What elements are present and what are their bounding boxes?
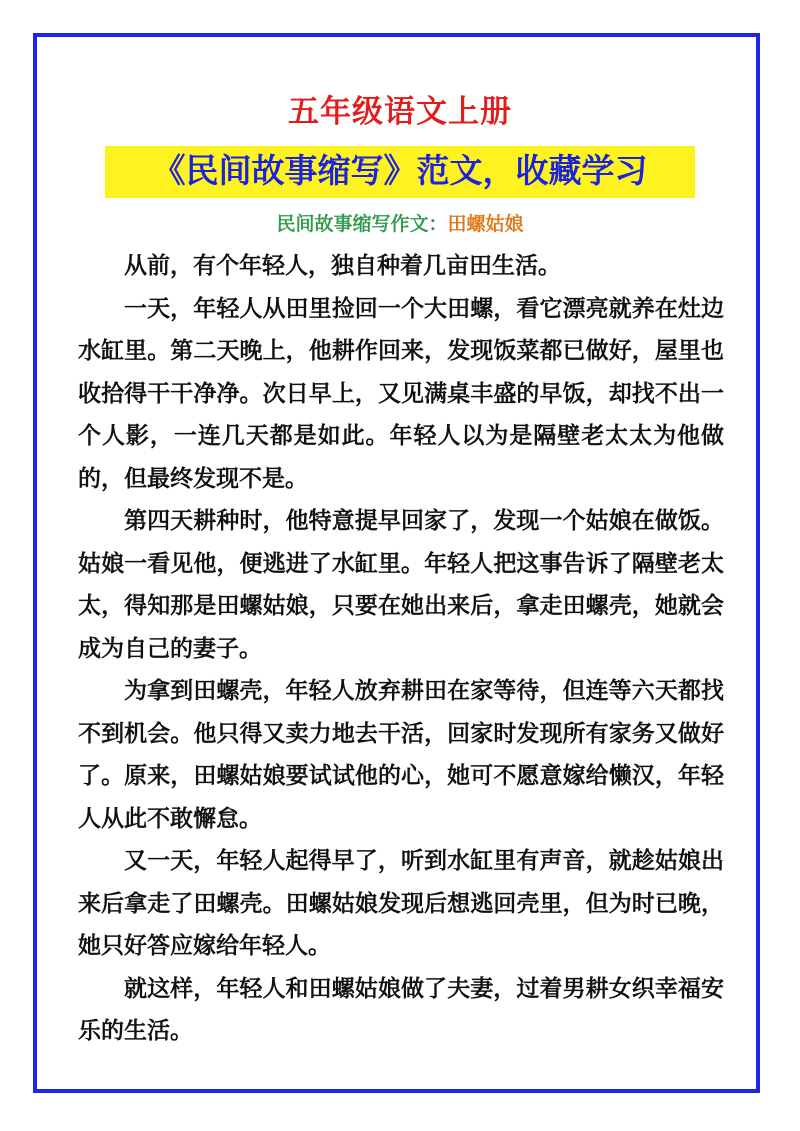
page-subtitle: 《民间故事缩写》范文，收藏学习: [152, 151, 648, 190]
paragraph-2: 一天，年轻人从田里捡回一个大田螺，看它漂亮就养在灶边水缸里。第二天晚上，他耕作回来，发现饭菜都已做好，屋里也收拾得干干净净。次日早上，又见满桌丰盛的早饭，却找不出一个人影，一连几天都是如此。年轻人以为是隔壁老太太为他做的，但最终发现不是。: [78, 295, 724, 492]
essay-heading-label: 民间故事缩写作文：: [276, 213, 448, 235]
paragraph-5: 又一天，年轻人起得早了，听到水缸里有声音，就趁姑娘出来后拿走了田螺壳。田螺姑娘发现后想逃回壳里，但为时已晚，她只好答应嫁给年轻人。: [78, 848, 724, 959]
essay-heading: [0, 211, 800, 237]
paragraph-6: 就这样，年轻人和田螺姑娘做了夫妻，过着男耕女织幸福安乐的生活。: [78, 975, 724, 1044]
paragraph-4: 为拿到田螺壳，年轻人放弃耕田在家等待，但连等六天都找不到机会。他只得又卖力地去干活，回家时发现所有家务又做好了。原来，田螺姑娘要试试他的心，她可不愿意嫁给懒汉，年轻人从此不敢懈怠。: [78, 678, 724, 832]
page-title: 五年级语文上册: [288, 94, 512, 130]
essay-body: [78, 245, 724, 1053]
essay-heading-name: 田螺姑娘: [447, 213, 524, 235]
paragraph-1: 从前，有个年轻人，独自种着几亩田生活。: [124, 253, 561, 279]
paragraph-3: 第四天耕种时，他特意提早回家了，发现一个姑娘在做饭。姑娘一看见他，便逃进了水缸里。年轻人把这事告诉了隔壁老太太，得知那是田螺姑娘，只要在她出来后，拿走田螺壳，她就会成为自己的妻子。: [78, 508, 724, 662]
